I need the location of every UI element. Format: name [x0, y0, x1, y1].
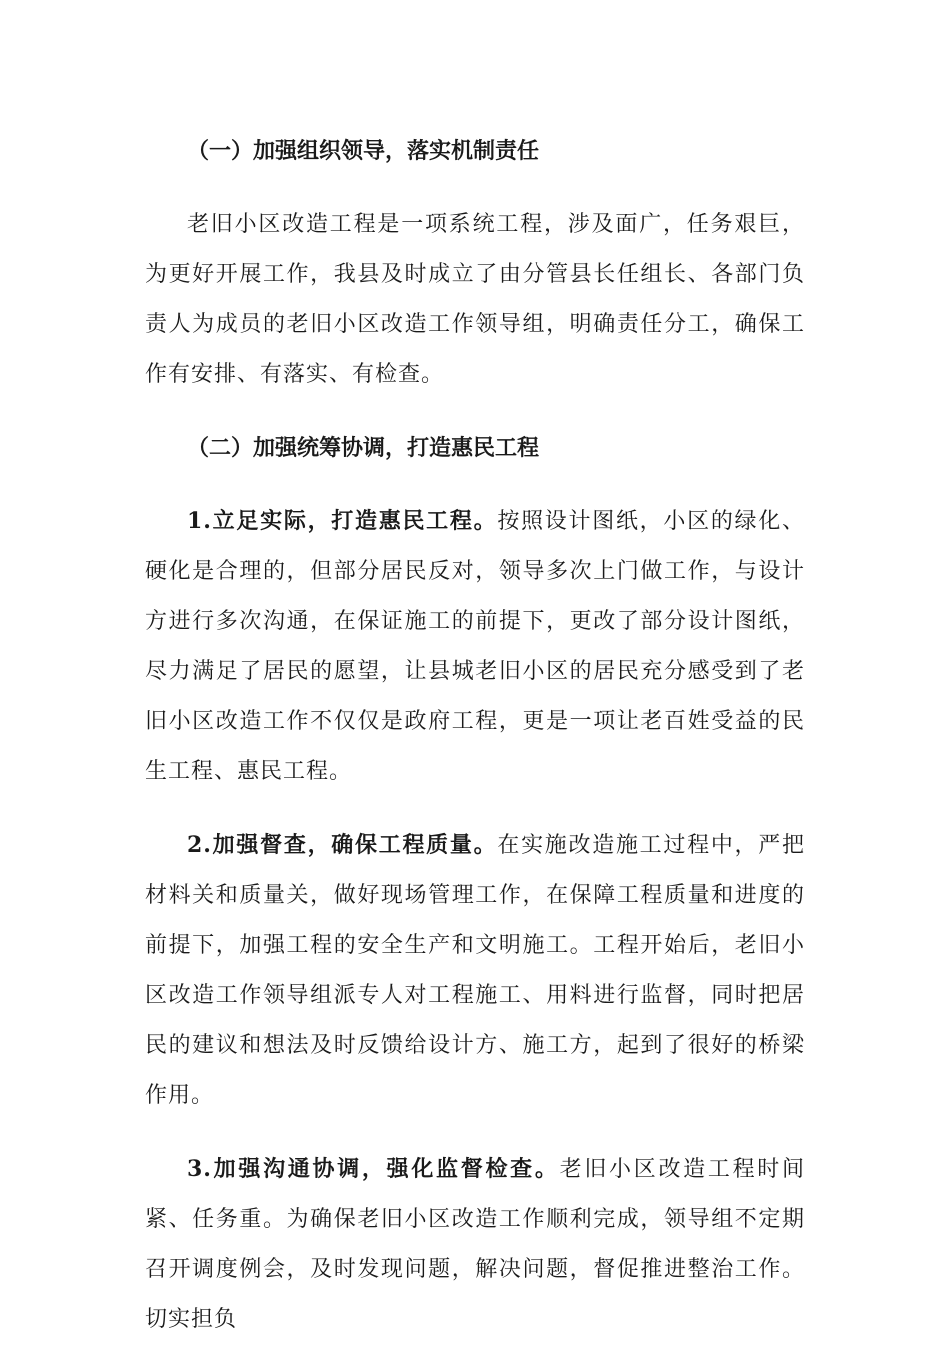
paragraph-lead: 3.加强沟通协调，强化监督检查。 — [187, 1156, 560, 1182]
section-2-paragraph-1 — [145, 496, 805, 797]
paragraph-text: 按照设计图纸，小区的绿化、硬化是合理的，但部分居民反对，领导多次上门做工作，与设计方进行多次沟通，在保证施工的前提下，更改了部分设计图纸，尽力满足了居民的愿望，让县城老旧小区的居民充分感受到了老旧小区改造工作不仅仅是政府工程，更是一项让老百姓受益的民生工程、惠民工程。 — [145, 509, 805, 784]
paragraph-lead: 2.加强督查，确保工程质量。 — [187, 832, 498, 858]
paragraph-text: 老旧小区改造工程时间紧、任务重。为确保老旧小区改造工作顺利完成，领导组不定期召开调度例会，及时发现问题，解决问题，督促推进整治工作。切实担负 — [145, 1157, 805, 1332]
section-heading-1: （一）加强组织领导，落实机制责任 — [187, 138, 540, 164]
section-heading-2: （二）加强统筹协调，打造惠民工程 — [187, 435, 540, 461]
paragraph-lead: 1.立足实际，打造惠民工程。 — [187, 508, 498, 534]
section-2-paragraph-3 — [145, 1144, 805, 1345]
section-2-paragraph-2 — [145, 820, 805, 1121]
paragraph-text: 老旧小区改造工程是一项系统工程，涉及面广，任务艰巨，为更好开展工作，我县及时成立了由分管县长任组长、各部门负责人为成员的老旧小区改造工作领导组，明确责任分工，确保工作有安排、有落实、有检查。 — [145, 212, 805, 387]
section-1-paragraph-1 — [145, 199, 805, 400]
paragraph-text: 在实施改造施工过程中，严把材料关和质量关，做好现场管理工作，在保障工程质量和进度的前提下，加强工程的安全生产和文明施工。工程开始后，老旧小区改造工作领导组派专人对工程施工、用料进行监督，同时把居民的建议和想法及时反馈给设计方、施工方，起到了很好的桥梁作用。 — [145, 833, 805, 1108]
document-body — [145, 126, 805, 1368]
